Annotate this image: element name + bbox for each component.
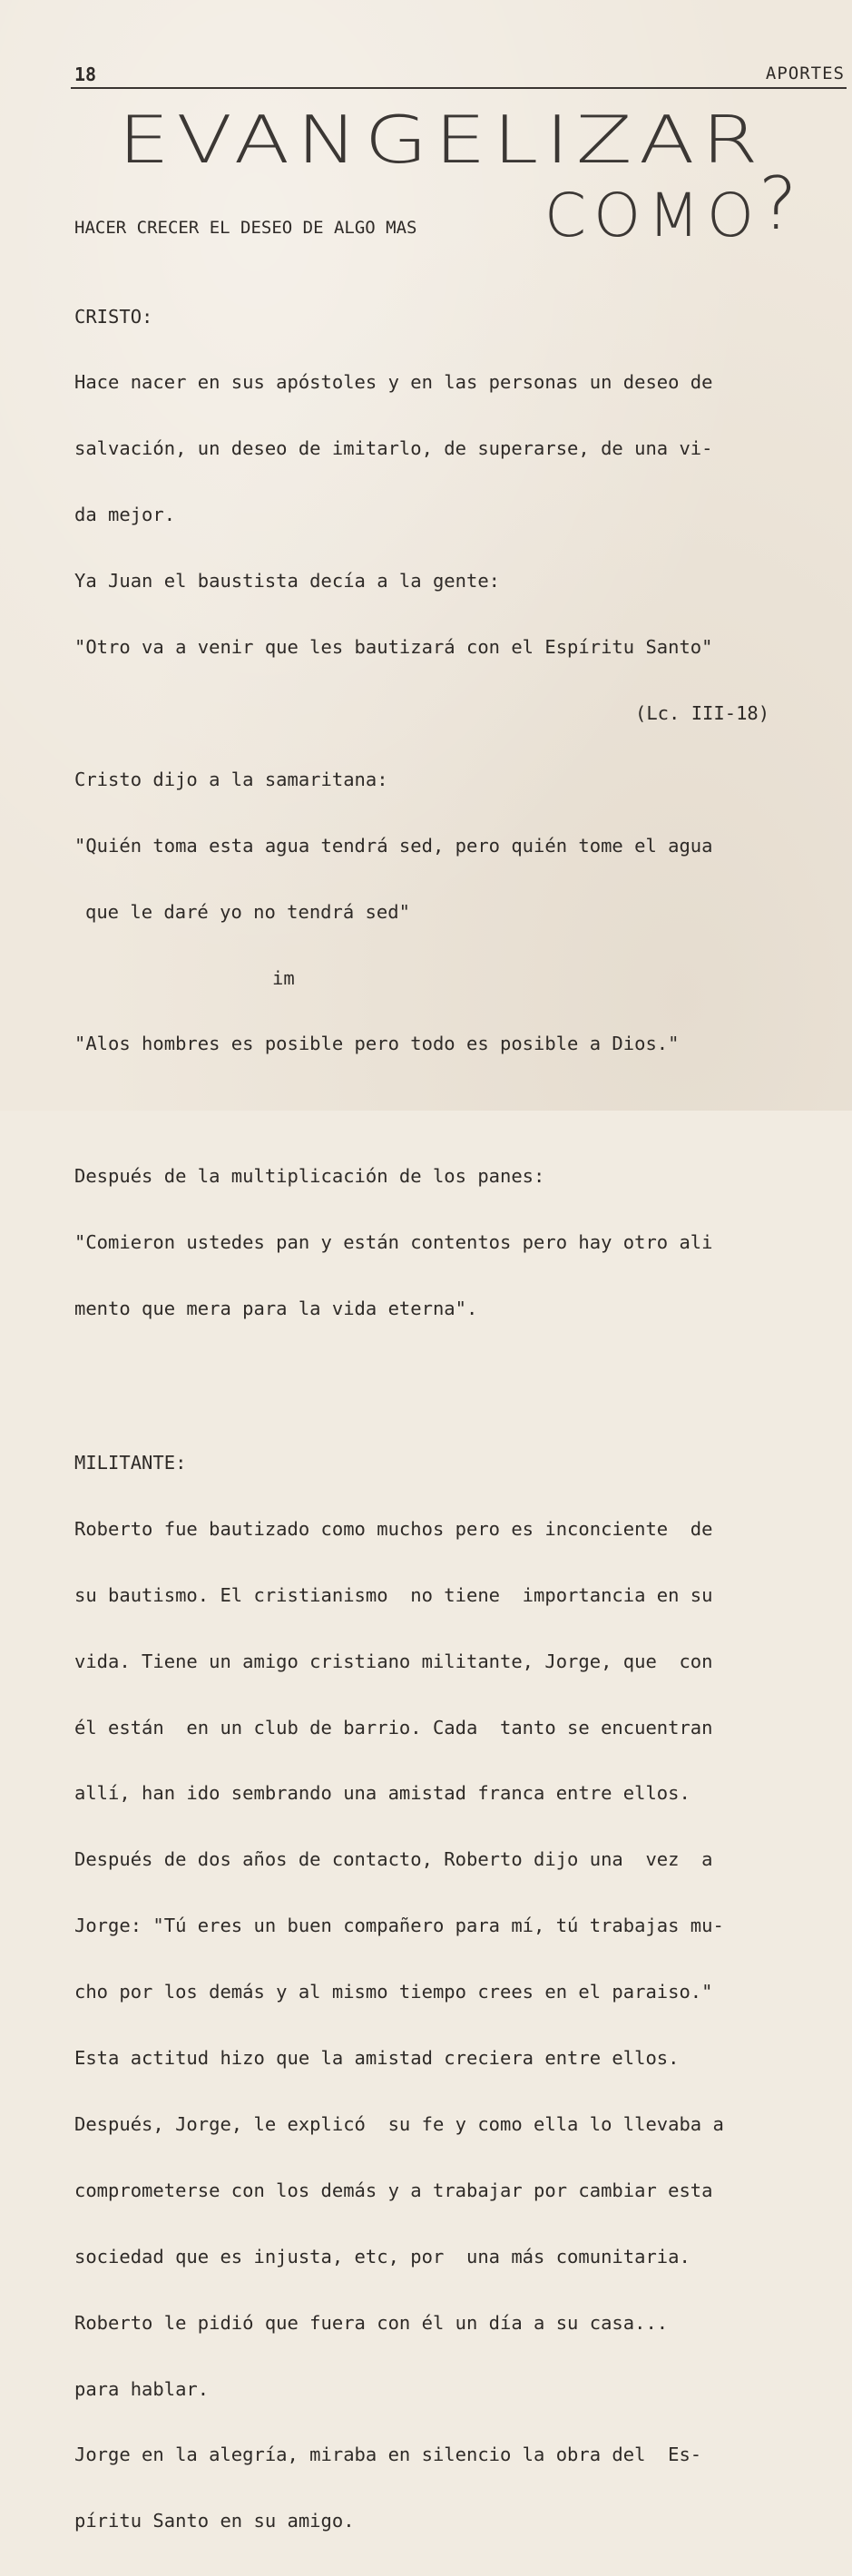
body-line: su bautismo. El cristianismo no tiene importancia en su [74, 1583, 713, 1606]
body-line: Roberto fue bautizado como muchos pero es inconciente de [74, 1517, 713, 1540]
body-line: cho por los demás y al mismo tiempo crees en el paraiso." [74, 1981, 713, 2003]
body-line: salvación, un deseo de imitarlo, de superarse, de una vi- [74, 437, 713, 460]
handwritten-como: COMO [544, 181, 761, 250]
publication-title: APORTES [765, 64, 845, 83]
body-line: sociedad que es injusta, etc, por una más comunitaria. [74, 2245, 690, 2267]
body-line: Esta actitud hizo que la amistad creciera entre ellos. [74, 2047, 680, 2070]
header-rule [71, 87, 847, 89]
body-line: da mejor. [74, 504, 176, 526]
body-line: "Comieron ustedes pan y están contentos pero hay otro ali [74, 1231, 713, 1254]
body-line: Hace nacer en sus apóstoles y en las personas un deseo de [74, 371, 713, 394]
section-heading-cristo: CRISTO: [74, 305, 153, 328]
page-number: 18 [74, 64, 97, 85]
body-line: vida. Tiene un amigo cristiano militante, Jorge, que con [74, 1650, 713, 1672]
body-line: que le daré yo no tendrá sed" [85, 900, 410, 923]
bible-citation: (Lc. III-18) [635, 701, 770, 724]
article-body [74, 261, 846, 2576]
body-line: allí, han ido sembrando una amistad franca entre ellos. [74, 1782, 690, 1805]
article-title: EVANGELIZAR [118, 102, 766, 178]
body-line: para hablar. [74, 2377, 210, 2400]
article-subtitle: HACER CRECER EL DESEO DE ALGO MAS [74, 218, 417, 238]
section-heading-militante: MILITANTE: [74, 1452, 187, 1474]
handwritten-question-mark: ? [759, 162, 803, 246]
blank-line [74, 1099, 846, 1121]
body-line: "Quién toma esta agua tendrá sed, pero quién tome el agua [74, 834, 713, 857]
handwritten-correction: im [272, 966, 295, 989]
body-line: "Alos hombres es posible pero todo es posible a Dios." [74, 1033, 680, 1055]
body-line: Jorge en la alegría, miraba en silencio la obra del Es- [74, 2444, 702, 2466]
body-line: Después de la multiplicación de los panes: [74, 1165, 545, 1188]
body-line: comprometerse con los demás y a trabajar por cambiar esta [74, 2179, 713, 2201]
body-line: mento que mera para la vida eterna". [74, 1297, 478, 1319]
body-line: "Otro va a venir que les bautizará con el Espíritu Santo" [74, 636, 713, 659]
body-line: píritu Santo en su amigo. [74, 2510, 355, 2532]
body-line: Después, Jorge, le explicó su fe y como ella lo llevaba a [74, 2112, 724, 2135]
body-line: él están en un club de barrio. Cada tanto se encuentran [74, 1716, 713, 1739]
body-line: Cristo dijo a la samaritana: [74, 768, 388, 790]
body-line: Roberto le pidió que fuera con él un día a su casa... [74, 2311, 669, 2334]
body-line: Jorge: "Tú eres un buen compañero para mí, tú trabajas mu- [74, 1915, 724, 1937]
section-spacer [74, 1364, 846, 1386]
body-line: Ya Juan el baustista decía a la gente: [74, 570, 500, 593]
body-line: Después de dos años de contacto, Roberto dijo una vez a [74, 1848, 713, 1871]
